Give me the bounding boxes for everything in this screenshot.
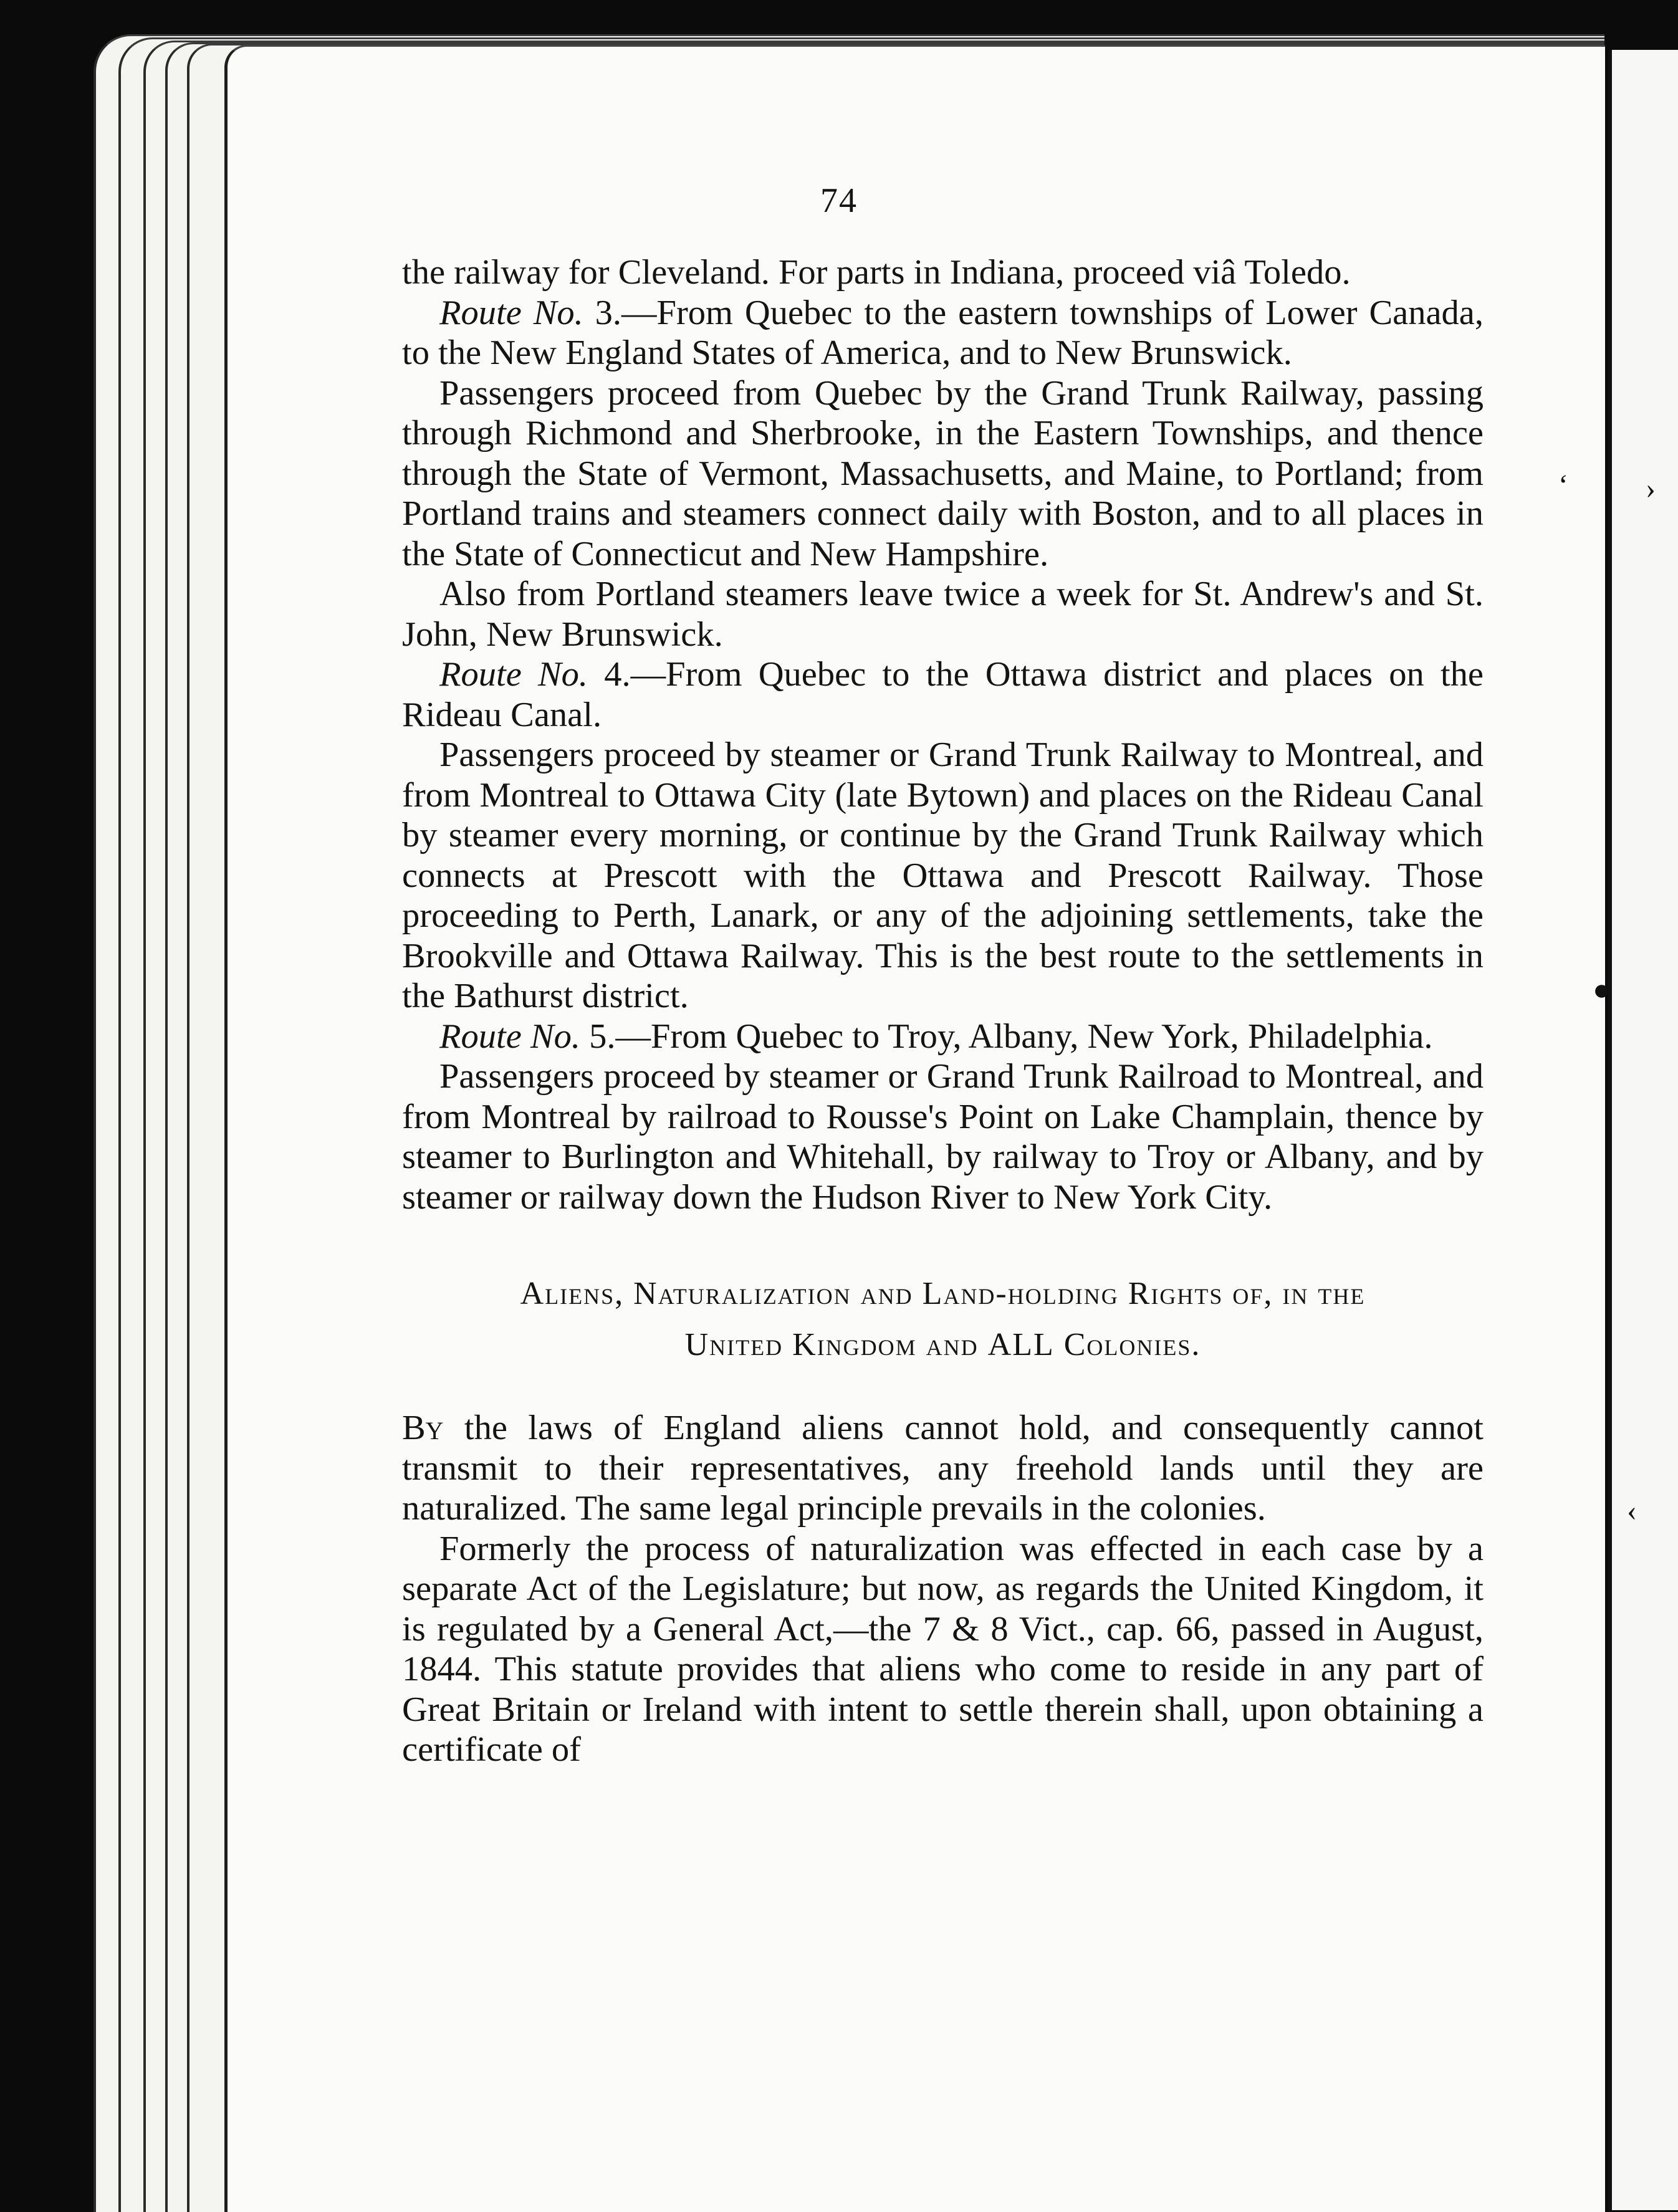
- body-text: [402, 252, 1484, 1770]
- paragraph: the railway for Cleveland. For parts in Indiana, proceed viâ Toledo.: [402, 253, 1351, 292]
- route-description: 5.—From Quebec to Troy, Albany, New York, Philadelphia.: [580, 1017, 1433, 1056]
- paragraph: Passengers proceed by steamer or Grand Trunk Railroad to Montreal, and from Montreal by railroad to Rousse's Point on Lake Champlain, thence by steamer to Burlington and Whitehall, by railway to Troy or Albany, and by steamer or railway down the Hudson River to New York City.: [402, 1057, 1484, 1217]
- section-heading: [402, 1268, 1484, 1371]
- paragraph: Passengers proceed by steamer or Grand Trunk Railway to Montreal, and from Montreal to Ottawa City (late Bytown) and places on the Rideau Canal by steamer every morning, or continue by the Grand Trunk Railway which connects at Prescott with the Ottawa and Prescott Railway. Those proceeding to Perth, Lanark, or any of the adjoining settlements, take the Brookville and Ottawa Railway. This is the best route to the settlements in the Bathurst district.: [402, 735, 1484, 1015]
- route-description: 4.—From Quebec to the Ottawa district and places on the Rideau Canal.: [402, 655, 1484, 734]
- binding-mark: ›: [1646, 472, 1656, 505]
- route-description: 3.—From Quebec to the eastern townships of Lower Canada, to the New England States of America, and to New Brunswick.: [402, 293, 1484, 372]
- page-number: 74: [820, 181, 858, 220]
- binding-mark: ●: [1593, 974, 1611, 1007]
- section-heading-line: Aliens, Naturalization and Land-holding Rights of, in the: [520, 1276, 1366, 1311]
- paragraph-text: the laws of England aliens cannot hold, and consequently cannot transmit to their representatives, any freehold lands until they are naturalized. The same legal principle prevails in the colonies.: [402, 1409, 1484, 1528]
- section-heading-line: [402, 1319, 1484, 1371]
- route-heading: [402, 1017, 1484, 1057]
- facing-page-edge: [1608, 50, 1678, 2210]
- route-label: Route No.: [439, 293, 583, 332]
- route-label: Route No.: [439, 1017, 580, 1056]
- paragraph: Also from Portland steamers leave twice a week for St. Andrew's and St. John, New Brunswick.: [402, 575, 1484, 654]
- binding-mark: ‘: [1558, 469, 1568, 502]
- heading-text: ALL: [987, 1327, 1055, 1362]
- route-heading: [402, 654, 1484, 735]
- route-label: Route No.: [439, 655, 588, 694]
- heading-text: United Kingdom and: [684, 1327, 988, 1362]
- route-heading: [402, 293, 1484, 373]
- opening-word: By: [402, 1409, 444, 1447]
- heading-text: Colonies.: [1054, 1327, 1201, 1362]
- paragraph: Formerly the process of naturalization was effected in each case by a separate Act of the Legislature; but now, as regards the United Kingdom, it is regulated by a General Act,—the 7 & 8 Vict., cap. 66, passed in August, 1844. This statute provides that aliens who come to reside in any part of Great Britain or Ireland with intent to settle therein shall, upon obtaining a certificate of: [402, 1529, 1484, 1769]
- paragraph: Passengers proceed from Quebec by the Grand Trunk Railway, passing through Richmond and Sherbrooke, in the Eastern Townships, and thence through the State of Vermont, Massachusetts, and Maine, to Portland; from Portland trains and steamers connect daily with Boston, and to all places in the State of Connecticut and New Hampshire.: [402, 373, 1484, 573]
- paragraph: [402, 1408, 1484, 1529]
- binding-mark: ‹: [1627, 1494, 1637, 1527]
